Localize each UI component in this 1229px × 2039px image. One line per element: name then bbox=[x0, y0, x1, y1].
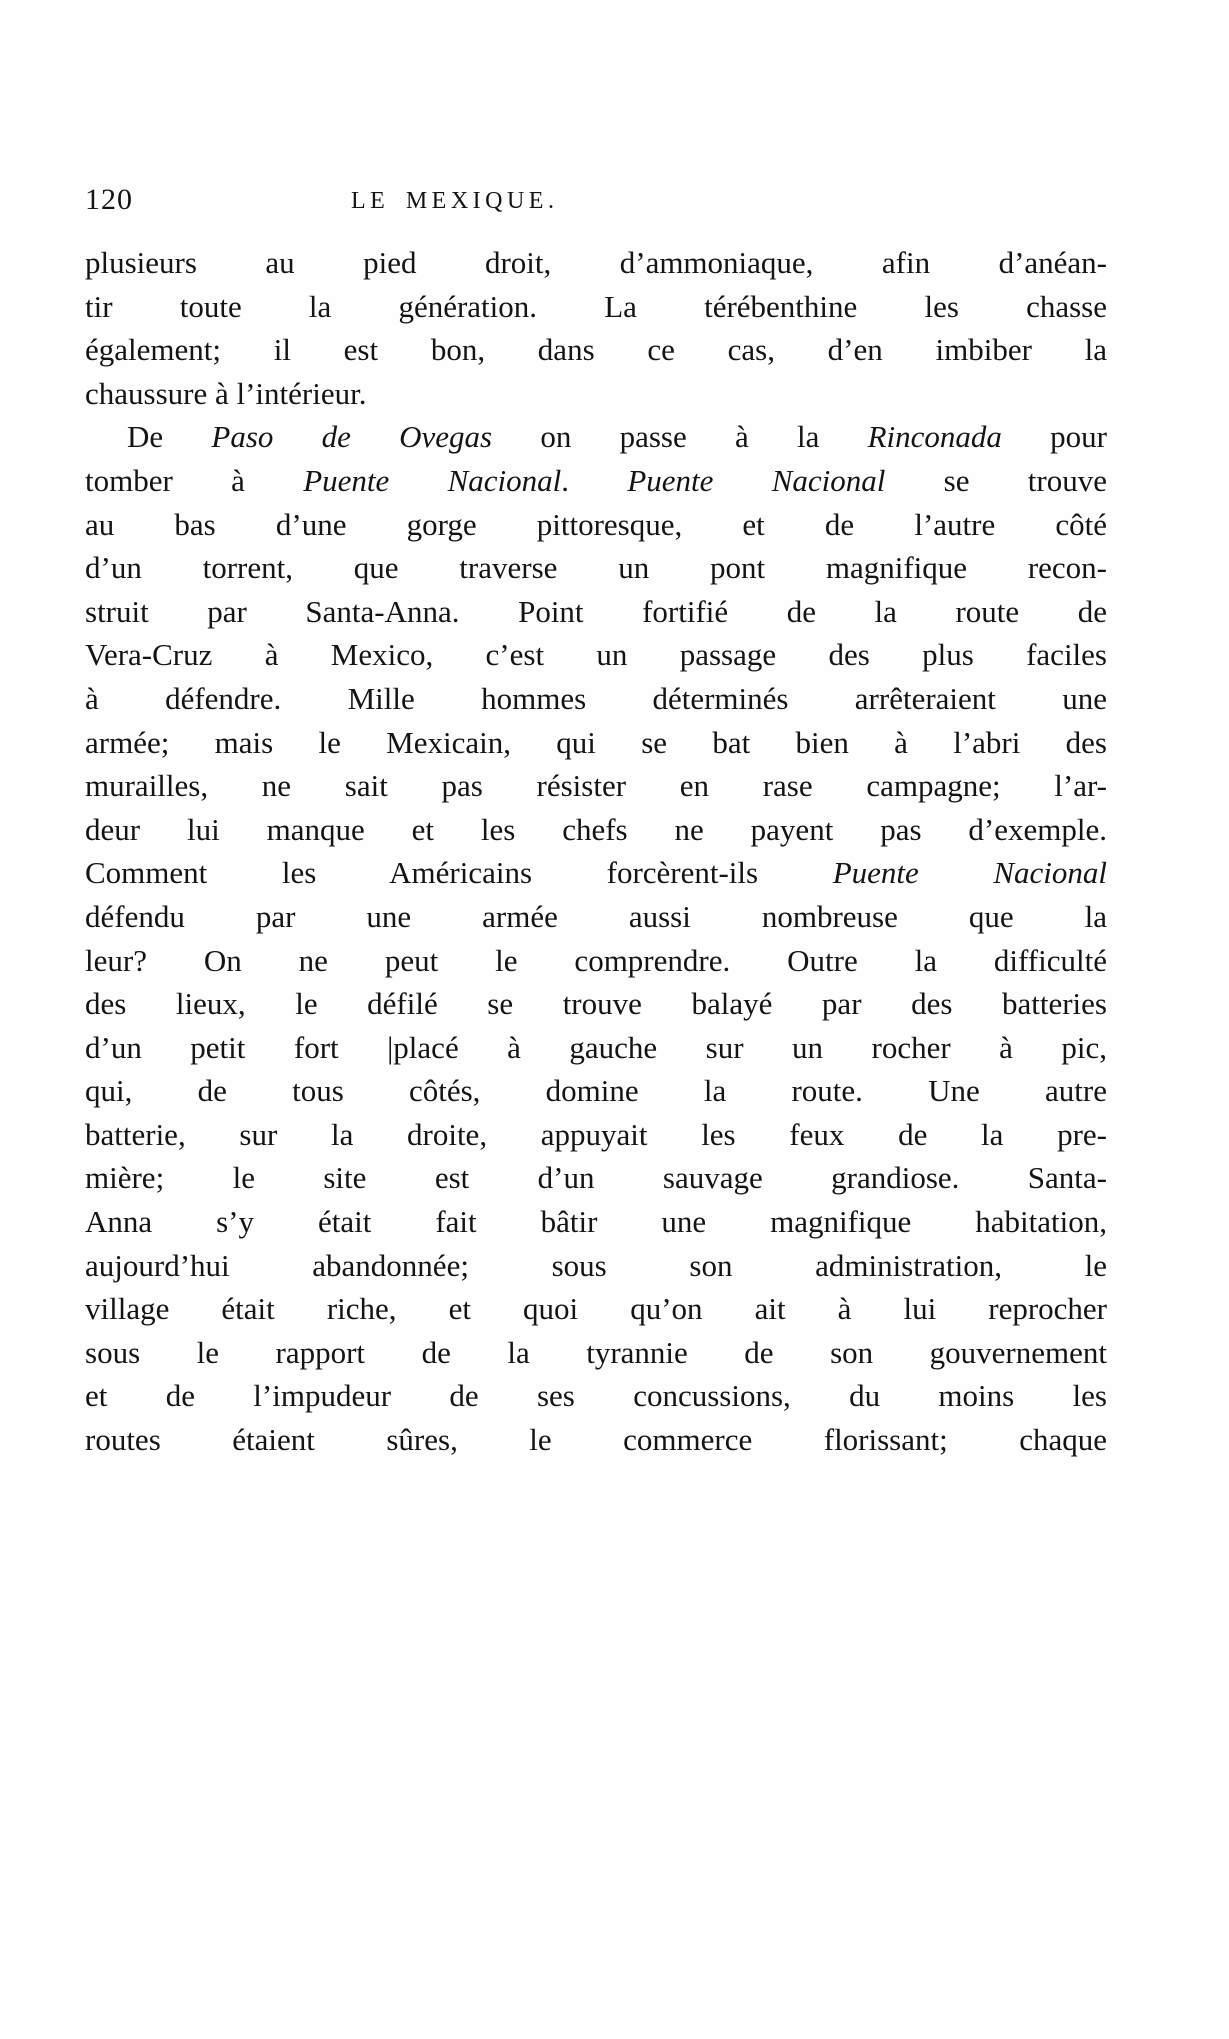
text-segment: struit par Santa-Anna. Point fortifié de la route de bbox=[85, 593, 1107, 629]
running-title: LE MEXIQUE. bbox=[351, 188, 559, 214]
text-segment: tomber à bbox=[85, 462, 304, 498]
text-segment: et de l’impudeur de ses concussions, du moins les bbox=[85, 1378, 1107, 1414]
text-line bbox=[85, 546, 1107, 590]
text-line bbox=[85, 590, 1107, 634]
text-line bbox=[85, 895, 1107, 939]
text-segment: mière; le site est d’un sauvage grandiose. Santa- bbox=[85, 1160, 1107, 1196]
text-segment: murailles, ne sait pas résister en rase campagne; l’ar- bbox=[85, 768, 1107, 804]
text-segment: également; il est bon, dans ce cas, d’en imbiber la bbox=[85, 332, 1107, 368]
text-line bbox=[85, 1069, 1107, 1113]
text-segment: au bas d’une gorge pittoresque, et de l’autre côté bbox=[85, 506, 1107, 542]
text-line bbox=[85, 328, 1107, 372]
page-number: 120 bbox=[85, 183, 133, 216]
italic-text-segment: Rinconada bbox=[867, 419, 1002, 455]
text-segment: leur? On ne peut le comprendre. Outre la difficulté bbox=[85, 942, 1107, 978]
text-segment: Anna s’y était fait bâtir une magnifique habitation, bbox=[85, 1204, 1107, 1240]
text-segment: pour bbox=[1001, 419, 1107, 455]
text-line bbox=[85, 1113, 1107, 1157]
text-segment: Vera-Cruz à Mexico, c’est un passage des plus faciles bbox=[85, 637, 1107, 673]
text-segment: routes étaient sûres, le commerce florissant; chaque bbox=[85, 1422, 1107, 1458]
text-segment: tir toute la génération. La térébenthine les chasse bbox=[85, 288, 1107, 324]
text-line bbox=[85, 1244, 1107, 1288]
text-segment: des lieux, le défilé se trouve balayé par des batteries bbox=[85, 986, 1107, 1022]
text-segment: Comment les Américains forcèrent-ils bbox=[85, 855, 833, 891]
text-segment: sous le rapport de la tyrannie de son gouvernement bbox=[85, 1334, 1107, 1370]
italic-text-segment: Puente Nacional bbox=[303, 462, 562, 498]
text-segment: se trouve bbox=[885, 462, 1107, 498]
text-segment: village était riche, et quoi qu’on ait à lui reprocher bbox=[85, 1291, 1107, 1327]
text-segment: batterie, sur la droite, appuyait les feux de la pre- bbox=[85, 1116, 1107, 1152]
text-segment: plusieurs au pied droit, d’ammoniaque, afin d’anéan- bbox=[85, 245, 1107, 280]
italic-text-segment: Paso de Ovegas bbox=[211, 419, 493, 455]
text-line bbox=[85, 1200, 1107, 1244]
text-segment: . bbox=[561, 462, 628, 498]
text-line bbox=[85, 285, 1107, 329]
text-line bbox=[85, 939, 1107, 983]
text-segment: défendu par une armée aussi nombreuse que la bbox=[85, 898, 1107, 934]
page-header bbox=[85, 183, 1107, 225]
text-segment: armée; mais le Mexicain, qui se bat bien à l’abri des bbox=[85, 724, 1107, 760]
text-segment: deur lui manque et les chefs ne payent pas d’exemple. bbox=[85, 811, 1107, 847]
italic-text-segment: Puente Nacional bbox=[832, 855, 1107, 891]
text-segment: on passe à la bbox=[492, 419, 868, 455]
text-segment: De bbox=[127, 419, 212, 455]
text-line bbox=[85, 677, 1107, 721]
text-segment: chaussure à l’intérieur. bbox=[85, 375, 367, 411]
text-line bbox=[85, 241, 1107, 285]
text-line bbox=[85, 1374, 1107, 1418]
text-line bbox=[85, 503, 1107, 547]
text-line bbox=[85, 721, 1107, 765]
text-line bbox=[85, 459, 1107, 503]
text-line bbox=[85, 1287, 1107, 1331]
text-segment: d’un petit fort |placé à gauche sur un rocher à pic, bbox=[85, 1029, 1107, 1065]
text-segment: qui, de tous côtés, domine la route. Une autre bbox=[85, 1073, 1107, 1109]
text-line bbox=[85, 1026, 1107, 1070]
text-line bbox=[85, 633, 1107, 677]
text-line bbox=[85, 851, 1107, 895]
text-line bbox=[85, 1331, 1107, 1375]
text-line bbox=[85, 372, 1107, 416]
page-body bbox=[85, 241, 1107, 1462]
italic-text-segment: Puente Nacional bbox=[627, 462, 886, 498]
text-line bbox=[85, 1156, 1107, 1200]
text-line bbox=[85, 415, 1107, 459]
text-line bbox=[85, 764, 1107, 808]
text-line bbox=[85, 1418, 1107, 1462]
text-line bbox=[85, 808, 1107, 852]
text-segment: aujourd’hui abandonnée; sous son administration, le bbox=[85, 1247, 1107, 1283]
text-segment: à défendre. Mille hommes déterminés arrêteraient une bbox=[85, 680, 1107, 716]
text-line bbox=[85, 982, 1107, 1026]
text-segment: d’un torrent, que traverse un pont magnifique recon- bbox=[85, 550, 1107, 586]
